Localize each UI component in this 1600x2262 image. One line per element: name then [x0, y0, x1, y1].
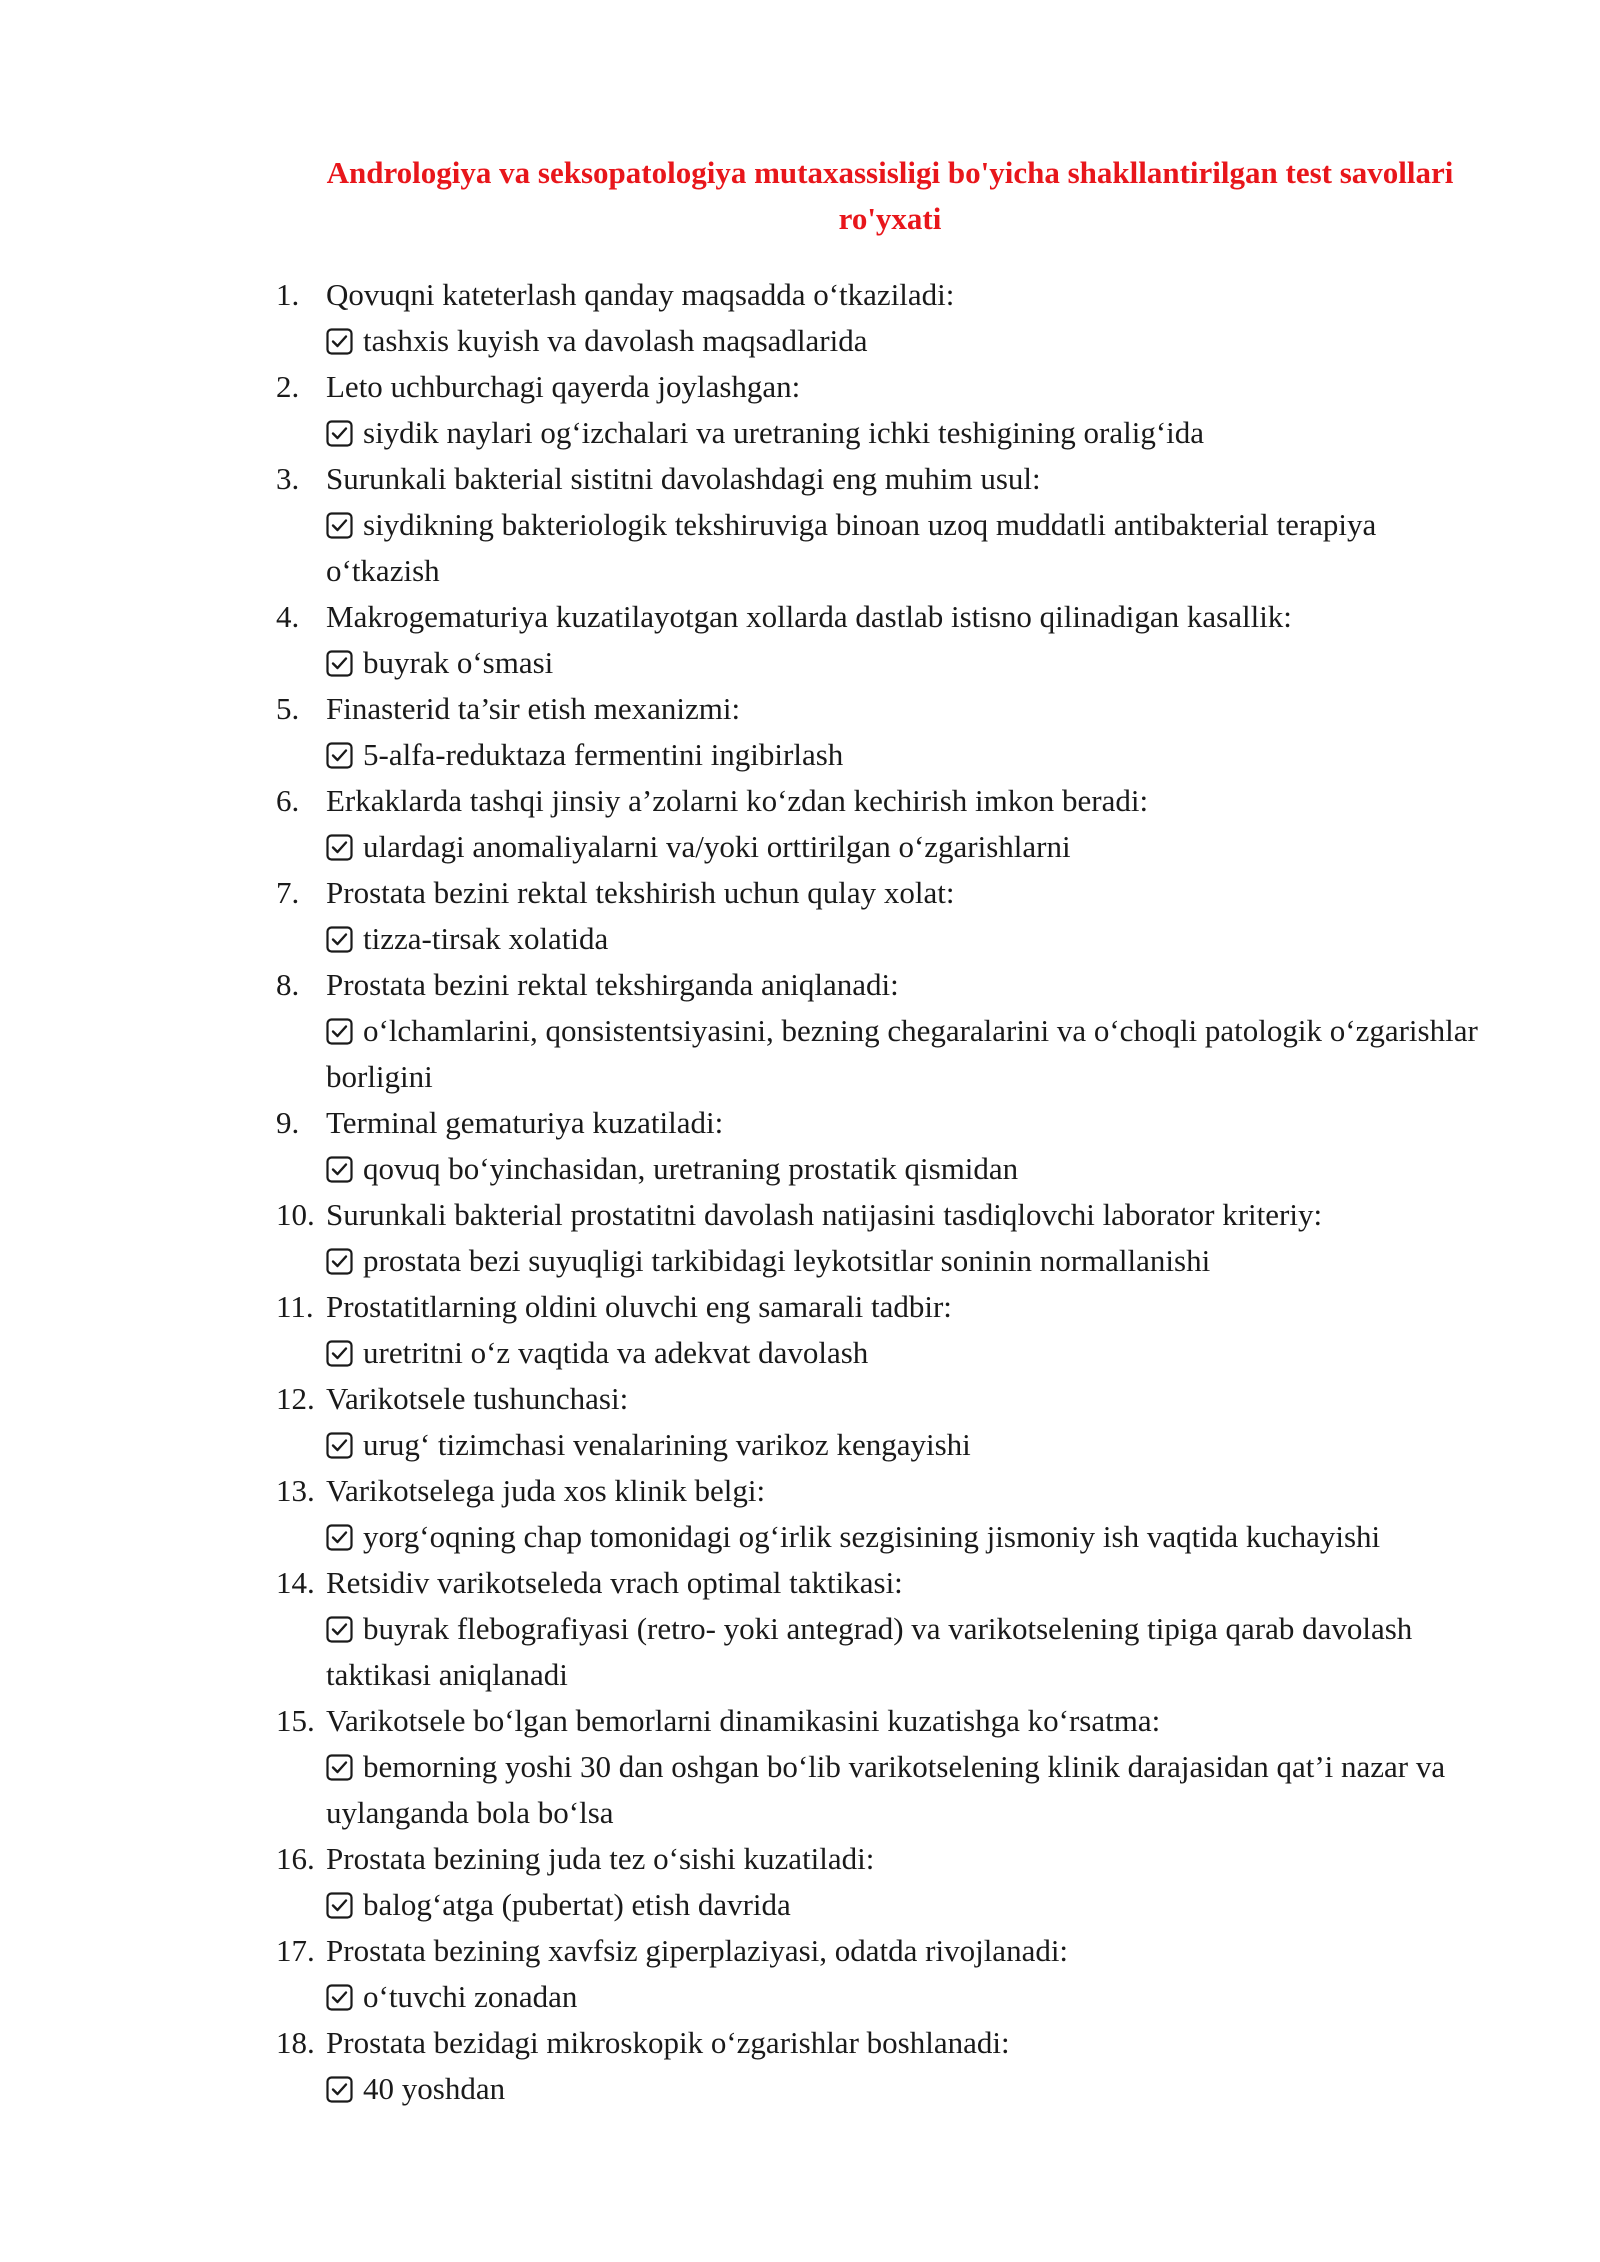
- checked-box-icon: [326, 512, 353, 539]
- checked-box-icon: [326, 1156, 353, 1183]
- question-number: 2.: [276, 369, 300, 404]
- question-number: 13.: [276, 1473, 315, 1508]
- question-line: [276, 962, 1496, 1008]
- question-line: [276, 1560, 1496, 1606]
- question-text: Surunkali bakterial prostatitni davolash natijasini tasdiqlovchi laborator kriteriy:: [326, 1197, 1323, 1232]
- question-item: [276, 456, 1496, 594]
- checked-box-icon: [326, 1892, 353, 1919]
- answer-line: [326, 1330, 1496, 1376]
- question-line: [276, 870, 1496, 916]
- checked-box-icon: [326, 742, 353, 769]
- checked-box-icon: [326, 834, 353, 861]
- question-line: [276, 272, 1496, 318]
- answer-text: siydik naylari og‘izchalari va uretraning ichki teshigining oralig‘ida: [363, 415, 1205, 450]
- answer-text: qovuq bo‘yinchasidan, uretraning prostatik qismidan: [363, 1151, 1019, 1186]
- question-text: Prostata bezini rektal tekshirganda aniqlanadi:: [326, 967, 899, 1002]
- answer-line: [326, 824, 1496, 870]
- question-line: [276, 1928, 1496, 1974]
- checked-box-icon: [326, 1432, 353, 1459]
- answer-line: [326, 410, 1496, 456]
- question-item: [276, 686, 1496, 778]
- checked-box-icon: [326, 1616, 353, 1643]
- answer-text: yorg‘oqning chap tomonidagi og‘irlik sezgisining jismoniy ish vaqtida kuchayishi: [363, 1519, 1381, 1554]
- answer-line: [326, 1882, 1496, 1928]
- answer-text: urug‘ tizimchasi venalarining varikoz kengayishi: [363, 1427, 971, 1462]
- question-item: [276, 1376, 1496, 1468]
- question-text: Surunkali bakterial sistitni davolashdagi eng muhim usul:: [326, 461, 1041, 496]
- question-number: 5.: [276, 691, 300, 726]
- question-number: 17.: [276, 1933, 315, 1968]
- document-title: [290, 150, 1490, 242]
- question-line: [276, 778, 1496, 824]
- answer-text: buyrak flebografiyasi (retro- yoki antegrad) va varikotselening tipiga qarab davolash taktikasi aniqlanadi: [326, 1611, 1413, 1692]
- answer-line: [326, 318, 1496, 364]
- question-line: [276, 2020, 1496, 2066]
- document-title-line-2: ro'yxati: [838, 201, 942, 236]
- question-item: [276, 1698, 1496, 1836]
- answer-line: [326, 640, 1496, 686]
- question-number: 10.: [276, 1197, 315, 1232]
- question-text: Prostata bezidagi mikroskopik o‘zgarishlar boshlanadi:: [326, 2025, 1010, 2060]
- question-text: Prostatitlarning oldini oluvchi eng samarali tadbir:: [326, 1289, 952, 1324]
- question-number: 11.: [276, 1289, 314, 1324]
- question-number: 16.: [276, 1841, 315, 1876]
- checked-box-icon: [326, 1018, 353, 1045]
- question-item: [276, 2020, 1496, 2112]
- question-number: 9.: [276, 1105, 300, 1140]
- question-number: 7.: [276, 875, 300, 910]
- question-item: [276, 1284, 1496, 1376]
- question-text: Finasterid ta’sir etish mexanizmi:: [326, 691, 741, 726]
- question-number: 1.: [276, 277, 300, 312]
- answer-line: [326, 1146, 1496, 1192]
- checked-box-icon: [326, 650, 353, 677]
- document-title-line-1: Andrologiya va seksopatologiya mutaxassisligi bo'yicha shakllantirilgan test savollari: [326, 155, 1454, 190]
- answer-text: bemorning yoshi 30 dan oshgan bo‘lib varikotselening klinik darajasidan qat’i nazar va uylanganda bola bo‘lsa: [326, 1749, 1446, 1830]
- question-text: Retsidiv varikotseleda vrach optimal taktikasi:: [326, 1565, 903, 1600]
- answer-line: [326, 2066, 1496, 2112]
- question-number: 3.: [276, 461, 300, 496]
- checked-box-icon: [326, 1340, 353, 1367]
- question-line: [276, 1468, 1496, 1514]
- answer-line: [326, 1422, 1496, 1468]
- question-line: [276, 1100, 1496, 1146]
- checked-box-icon: [326, 1754, 353, 1781]
- answer-text: ulardagi anomaliyalarni va/yoki orttirilgan o‘zgarishlarni: [363, 829, 1071, 864]
- answer-line: [326, 1606, 1496, 1698]
- answer-line: [326, 1514, 1496, 1560]
- question-text: Prostata bezini rektal tekshirish uchun qulay xolat:: [326, 875, 955, 910]
- answer-line: [326, 1238, 1496, 1284]
- question-item: [276, 272, 1496, 364]
- checked-box-icon: [326, 2076, 353, 2103]
- answer-text: o‘tuvchi zonadan: [363, 1979, 578, 2014]
- question-number: 4.: [276, 599, 300, 634]
- question-line: [276, 1698, 1496, 1744]
- question-text: Terminal gematuriya kuzatiladi:: [326, 1105, 724, 1140]
- question-list: [276, 272, 1496, 2112]
- answer-text: prostata bezi suyuqligi tarkibidagi leykotsitlar soninin normallanishi: [363, 1243, 1211, 1278]
- checked-box-icon: [326, 1984, 353, 2011]
- answer-line: [326, 732, 1496, 778]
- question-line: [276, 1192, 1496, 1238]
- question-line: [276, 456, 1496, 502]
- question-line: [276, 686, 1496, 732]
- question-line: [276, 364, 1496, 410]
- checked-box-icon: [326, 926, 353, 953]
- question-item: [276, 870, 1496, 962]
- question-item: [276, 364, 1496, 456]
- question-line: [276, 1376, 1496, 1422]
- answer-line: [326, 1008, 1496, 1100]
- question-item: [276, 594, 1496, 686]
- question-item: [276, 778, 1496, 870]
- answer-line: [326, 1974, 1496, 2020]
- checked-box-icon: [326, 328, 353, 355]
- checked-box-icon: [326, 1524, 353, 1551]
- answer-text: balog‘atga (pubertat) etish davrida: [363, 1887, 791, 1922]
- question-item: [276, 1468, 1496, 1560]
- question-item: [276, 1192, 1496, 1284]
- question-item: [276, 962, 1496, 1100]
- question-number: 6.: [276, 783, 300, 818]
- answer-text: o‘lchamlarini, qonsistentsiyasini, bezning chegaralarini va o‘choqli patologik o‘zgarishlar borligini: [326, 1013, 1478, 1094]
- answer-text: tashxis kuyish va davolash maqsadlarida: [363, 323, 868, 358]
- answer-text: uretritni o‘z vaqtida va adekvat davolash: [363, 1335, 869, 1370]
- question-text: Prostata bezining xavfsiz giperplaziyasi, odatda rivojlanadi:: [326, 1933, 1069, 1968]
- checked-box-icon: [326, 420, 353, 447]
- answer-text: 5-alfa-reduktaza fermentini ingibirlash: [363, 737, 844, 772]
- question-text: Varikotsele tushunchasi:: [326, 1381, 629, 1416]
- question-item: [276, 1100, 1496, 1192]
- question-item: [276, 1836, 1496, 1928]
- answer-text: siydikning bakteriologik tekshiruviga binoan uzoq muddatli antibakterial terapiya o‘tkazish: [326, 507, 1377, 588]
- answer-text: buyrak o‘smasi: [363, 645, 554, 680]
- checked-box-icon: [326, 1248, 353, 1275]
- question-text: Leto uchburchagi qayerda joylashgan:: [326, 369, 801, 404]
- question-text: Makrogematuriya kuzatilayotgan xollarda dastlab istisno qilinadigan kasallik:: [326, 599, 1292, 634]
- question-number: 15.: [276, 1703, 315, 1738]
- question-item: [276, 1560, 1496, 1698]
- answer-line: [326, 1744, 1496, 1836]
- question-number: 8.: [276, 967, 300, 1002]
- answer-text: tizza-tirsak xolatida: [363, 921, 609, 956]
- question-text: Erkaklarda tashqi jinsiy a’zolarni ko‘zdan kechirish imkon beradi:: [326, 783, 1149, 818]
- answer-text: 40 yoshdan: [363, 2071, 506, 2106]
- question-line: [276, 1284, 1496, 1330]
- answer-line: [326, 916, 1496, 962]
- question-line: [276, 1836, 1496, 1882]
- question-line: [276, 594, 1496, 640]
- question-text: Varikotselega juda xos klinik belgi:: [326, 1473, 766, 1508]
- question-number: 14.: [276, 1565, 315, 1600]
- question-text: Qovuqni kateterlash qanday maqsadda o‘tkaziladi:: [326, 277, 955, 312]
- question-text: Prostata bezining juda tez o‘sishi kuzatiladi:: [326, 1841, 875, 1876]
- question-number: 18.: [276, 2025, 315, 2060]
- question-number: 12.: [276, 1381, 315, 1416]
- question-item: [276, 1928, 1496, 2020]
- question-text: Varikotsele bo‘lgan bemorlarni dinamikasini kuzatishga ko‘rsatma:: [326, 1703, 1161, 1738]
- answer-line: [326, 502, 1496, 594]
